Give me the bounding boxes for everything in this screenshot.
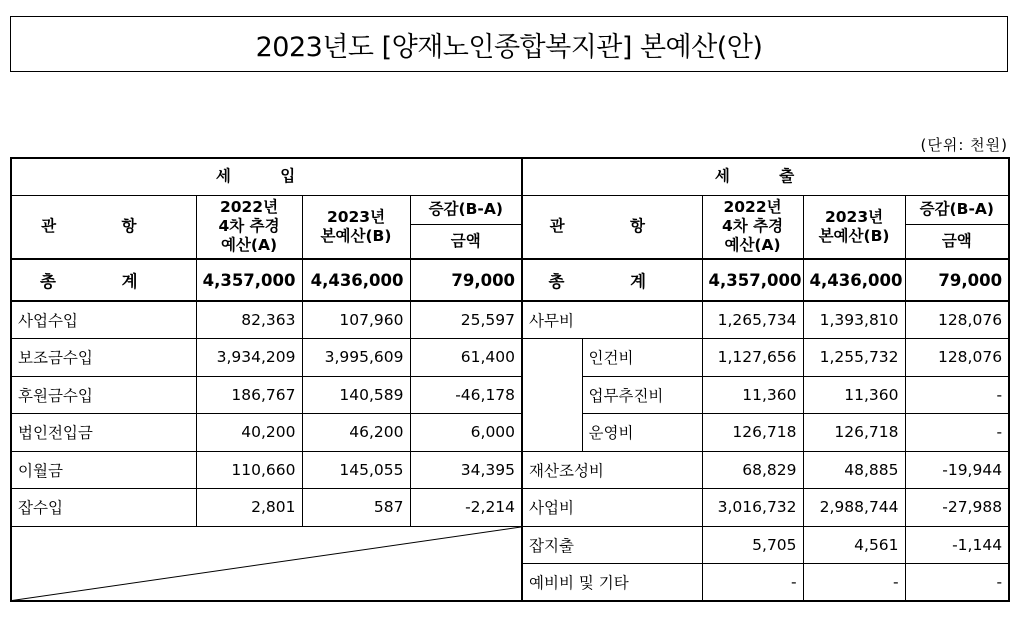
expense-row-curr: 4,561	[803, 526, 905, 564]
income-total-diff: 79,000	[410, 259, 522, 301]
expense-row-diff: -1,144	[905, 526, 1009, 564]
income-diff-subheader: 금액	[410, 224, 522, 259]
expense-row-sublabel: 운영비	[582, 414, 702, 452]
expense-diff-subheader: 금액	[905, 224, 1009, 259]
expense-row-prev: 126,718	[702, 414, 803, 452]
income-row-curr: 145,055	[302, 451, 410, 489]
table-row	[11, 451, 1009, 489]
income-row-diff: -46,178	[410, 376, 522, 414]
income-row-curr: 587	[302, 489, 410, 527]
table-row	[11, 301, 1009, 339]
income-row-diff: 34,395	[410, 451, 522, 489]
expense-row-diff: -	[905, 564, 1009, 602]
expense-indent-cell	[522, 339, 582, 452]
income-row-label: 사업수입	[11, 301, 196, 339]
expense-row-prev: 1,265,734	[702, 301, 803, 339]
expense-row-diff: 128,076	[905, 301, 1009, 339]
expense-row-prev: 68,829	[702, 451, 803, 489]
expense-row-curr: 2,988,744	[803, 489, 905, 527]
income-prev-header: 2022년 4차 추경 예산(A)	[196, 195, 302, 259]
income-row-curr: 140,589	[302, 376, 410, 414]
expense-row-diff: -27,988	[905, 489, 1009, 527]
expense-row-diff: -19,944	[905, 451, 1009, 489]
expense-row-label: 사무비	[522, 301, 702, 339]
expense-row-prev: -	[702, 564, 803, 602]
table-row	[11, 414, 1009, 452]
expense-row-prev: 3,016,732	[702, 489, 803, 527]
expense-total-prev: 4,357,000	[702, 259, 803, 301]
income-row-curr: 107,960	[302, 301, 410, 339]
income-row-diff: -2,214	[410, 489, 522, 527]
income-total-curr: 4,436,000	[302, 259, 410, 301]
expense-row-diff: -	[905, 376, 1009, 414]
income-row-diff: 61,400	[410, 339, 522, 377]
document-title: 2023년도 [양재노인종합복지관] 본예산(안)	[10, 16, 1008, 72]
income-row-label: 이월금	[11, 451, 196, 489]
income-row-prev: 40,200	[196, 414, 302, 452]
expense-row-prev: 5,705	[702, 526, 803, 564]
expense-row-label: 사업비	[522, 489, 702, 527]
total-row	[11, 259, 1009, 301]
expense-diff-header: 증감(B-A)	[905, 195, 1009, 224]
expense-row-label: 예비비 및 기타	[522, 564, 702, 602]
expense-row-curr: -	[803, 564, 905, 602]
expense-row-sublabel: 인건비	[582, 339, 702, 377]
income-row-label: 법인전입금	[11, 414, 196, 452]
expense-row-curr: 48,885	[803, 451, 905, 489]
expense-row-label: 잡지출	[522, 526, 702, 564]
expense-row-diff: -	[905, 414, 1009, 452]
expense-total-label: 총 계	[522, 259, 702, 301]
unit-label: (단위: 천원)	[920, 136, 1008, 154]
table-row	[11, 526, 1009, 564]
income-row-diff: 6,000	[410, 414, 522, 452]
expense-total-diff: 79,000	[905, 259, 1009, 301]
income-row-label: 보조금수입	[11, 339, 196, 377]
income-row-prev: 3,934,209	[196, 339, 302, 377]
section-header-row	[11, 158, 1009, 195]
table-row	[11, 489, 1009, 527]
budget-table	[10, 157, 1010, 602]
expense-row-label: 재산조성비	[522, 451, 702, 489]
income-curr-header: 2023년 본예산(B)	[302, 195, 410, 259]
income-row-curr: 46,200	[302, 414, 410, 452]
income-row-diff: 25,597	[410, 301, 522, 339]
column-header-row	[11, 195, 1009, 224]
expense-row-diff: 128,076	[905, 339, 1009, 377]
table-row	[11, 339, 1009, 377]
expense-curr-header: 2023년 본예산(B)	[803, 195, 905, 259]
expense-row-curr: 1,255,732	[803, 339, 905, 377]
income-row-prev: 2,801	[196, 489, 302, 527]
income-row-prev: 186,767	[196, 376, 302, 414]
expense-row-curr: 11,360	[803, 376, 905, 414]
expense-prev-header: 2022년 4차 추경 예산(A)	[702, 195, 803, 259]
income-total-prev: 4,357,000	[196, 259, 302, 301]
income-blank-diagonal-cell	[11, 526, 522, 601]
expense-total-curr: 4,436,000	[803, 259, 905, 301]
income-section-label: 세 입	[11, 158, 522, 195]
income-total-label: 총 계	[11, 259, 196, 301]
income-row-prev: 110,660	[196, 451, 302, 489]
expense-section-label: 세 출	[522, 158, 1009, 195]
diagonal-line	[12, 527, 521, 601]
expense-row-curr: 126,718	[803, 414, 905, 452]
income-row-prev: 82,363	[196, 301, 302, 339]
expense-row-prev: 11,360	[702, 376, 803, 414]
table-row	[11, 376, 1009, 414]
expense-row-prev: 1,127,656	[702, 339, 803, 377]
income-row-label: 후원금수입	[11, 376, 196, 414]
expense-row-curr: 1,393,810	[803, 301, 905, 339]
income-row-curr: 3,995,609	[302, 339, 410, 377]
income-diff-header: 증감(B-A)	[410, 195, 522, 224]
income-category-header: 관 항	[11, 195, 196, 259]
expense-row-sublabel: 업무추진비	[582, 376, 702, 414]
expense-category-header: 관 항	[522, 195, 702, 259]
income-row-label: 잡수입	[11, 489, 196, 527]
